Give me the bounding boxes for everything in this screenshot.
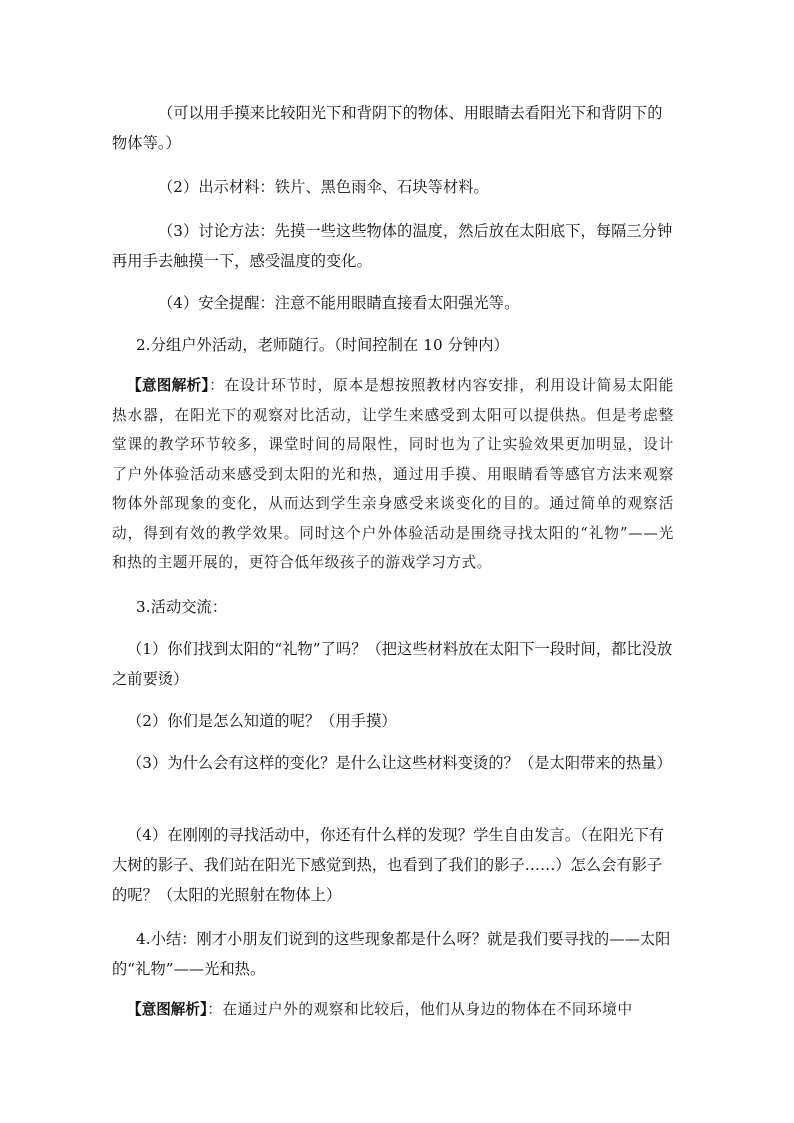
paragraph-question-1: （1）你们找到太阳的“礼物”了吗？（把这些材料放在太阳下一段时间，都比没放之前要烫） [112, 640, 673, 688]
paragraph-question-4: （4）在刚刚的寻找活动中，你还有什么样的发现？学生自由发言。（在阳光下有大树的影子、我们站在阳光下感觉到热，也看到了我们的影子……）怎么会有影子的呢？（太阳的光照射在物体上） [112, 826, 665, 904]
intent-analysis-label: 【意图解析】 [127, 377, 210, 394]
paragraph-group-activity: 2.分组户外活动，老师随行。（时间控制在 10 分钟内） [136, 336, 509, 354]
intent-analysis-label: 【意图解析】 [127, 1001, 208, 1018]
intent-analysis-text: ：在设计环节时，原本是想按照教材内容安排，利用设计简易太阳能热水器，在阳光下的观察对比活动，让学生来感受到太阳可以提供热。但是考虑整堂课的教学环节较多，课堂时间的局限性，同时也为了让实验效果更加明显，设计了户外体验活动来感受到太阳的光和热，通过用手摸、用眼睛看等感官方法来观察物体外部现象的变化，从而达到学生亲身感受来谈变化的目的。通过简单的观察活动，得到有效的教学效果。同时这个户外体验活动是围绕寻找太阳的“礼物”——光和热的主题开展的，更符合低年级孩子的游戏学习方式。 [112, 377, 674, 571]
paragraph-question-2: （2）你们是怎么知道的呢？（用手摸） [127, 712, 397, 730]
paragraph-activity-exchange: 3.活动交流： [136, 598, 228, 616]
paragraph-show-materials: （2）出示材料：铁片、黑色雨伞、石块等材料。 [158, 178, 489, 196]
intent-analysis-2 [112, 995, 674, 1025]
intent-analysis-1 [112, 371, 674, 578]
paragraph-question-3: （3）为什么会有这样的变化？是什么让这些材料变烫的？（是太阳带来的热量） [127, 754, 672, 772]
paragraph-safety-reminder: （4）安全提醒：注意不能用眼睛直接看太阳强光等。 [158, 294, 520, 312]
intent-analysis-text: ：在通过户外的观察和比较后，他们从身边的物体在不同环境中 [207, 1001, 633, 1018]
paragraph-summary: 4.小结：刚才小朋友们说到的这些现象都是什么呀？就是我们要寻找的——太阳的“礼物”——光和热。 [112, 930, 671, 978]
paragraph-discuss-method: （3）讨论方法：先摸一些这些物体的温度，然后放在太阳底下，每隔三分钟再用手去触摸一下，感受温度的变化。 [112, 222, 673, 270]
paragraph-observation-hint: （可以用手摸来比较阳光下和背阴下的物体、用眼睛去看阳光下和背阴下的物体等。） [112, 104, 663, 152]
